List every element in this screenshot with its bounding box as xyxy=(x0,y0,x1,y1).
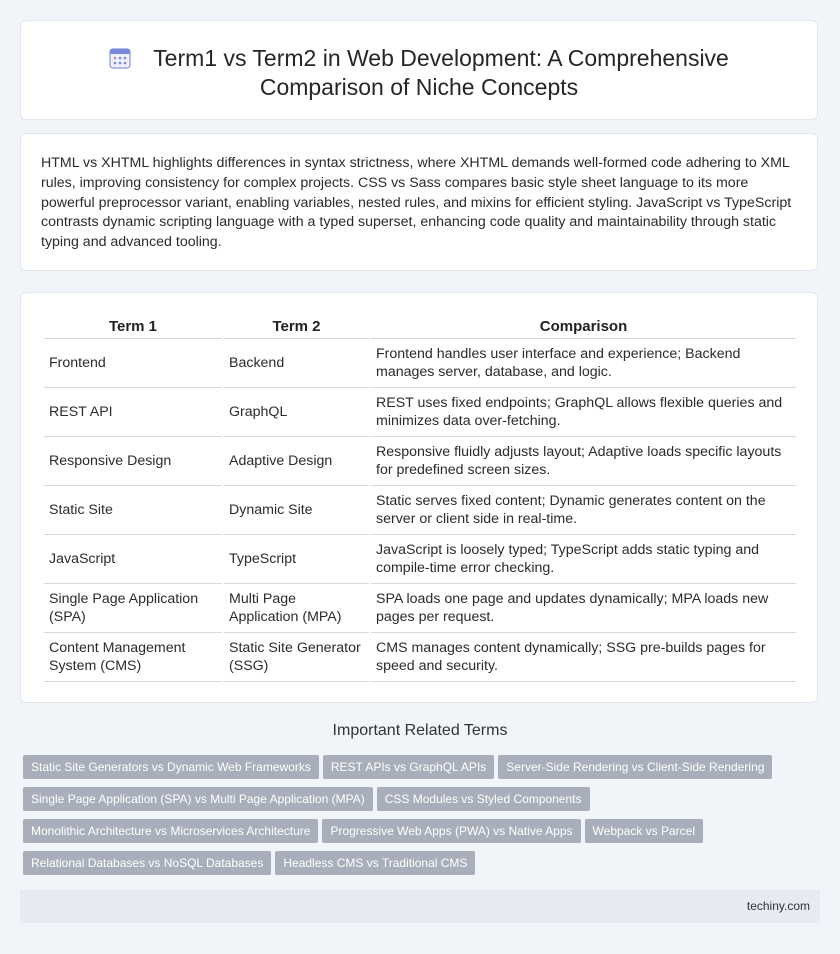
tag-row xyxy=(23,819,823,851)
comparison-table-card xyxy=(20,292,818,703)
comparison-table xyxy=(42,314,798,682)
related-tag[interactable]: Webpack vs Parcel xyxy=(585,819,704,843)
related-terms-tags xyxy=(23,755,823,883)
term2-cell: Backend xyxy=(224,339,369,388)
table-row xyxy=(44,437,796,486)
summary-text: HTML vs XHTML highlights differences in syntax strictness, where XHTML demands well-formed code adhering to XML rules, improving consistency for complex projects. CSS vs Sass compares basic style sheet language to its more powerful preprocessor variant, enabling variables, nested rules, and mixins for efficient styling. JavaScript vs TypeScript contrasts dynamic scripting language with a typed superset, enhancing code quality and maintainability through static typing and advanced tooling. xyxy=(41,155,792,251)
term1-cell: Single Page Application (SPA) xyxy=(44,584,222,633)
header-term1: Term 1 xyxy=(44,314,222,339)
tag-row xyxy=(23,851,823,883)
term2-cell: Adaptive Design xyxy=(224,437,369,486)
term2-cell: Dynamic Site xyxy=(224,486,369,535)
comparison-cell: SPA loads one page and updates dynamically; MPA loads new pages per request. xyxy=(371,584,796,633)
header-comparison: Comparison xyxy=(371,314,796,339)
related-tag[interactable]: Progressive Web Apps (PWA) vs Native Apps xyxy=(322,819,580,843)
related-tag[interactable]: Server-Side Rendering vs Client-Side Rendering xyxy=(498,755,772,779)
title-line-1: Term1 vs Term2 in Web Development: A Comprehensive xyxy=(153,45,729,71)
related-tag[interactable]: Headless CMS vs Traditional CMS xyxy=(275,851,475,875)
title-card xyxy=(20,20,818,120)
term1-cell: REST API xyxy=(44,388,222,437)
comparison-cell: JavaScript is loosely typed; TypeScript adds static typing and compile-time error checking. xyxy=(371,535,796,584)
term1-cell: Frontend xyxy=(44,339,222,388)
term2-cell: GraphQL xyxy=(224,388,369,437)
summary-card xyxy=(20,133,818,271)
term1-cell: Content Management System (CMS) xyxy=(44,633,222,682)
related-tag[interactable]: REST APIs vs GraphQL APIs xyxy=(323,755,494,779)
term1-cell: Static Site xyxy=(44,486,222,535)
title-line-2: Comparison of Niche Concepts xyxy=(259,74,579,100)
header-term2: Term 2 xyxy=(224,314,369,339)
comparison-cell: Responsive fluidly adjusts layout; Adaptive loads specific layouts for predefined screen sizes. xyxy=(371,437,796,486)
table-row xyxy=(44,388,796,437)
page-title xyxy=(21,44,817,102)
footer-site-link[interactable]: techiny.com xyxy=(746,899,810,913)
tag-row xyxy=(23,787,823,819)
term1-cell: JavaScript xyxy=(44,535,222,584)
related-tag[interactable]: Single Page Application (SPA) vs Multi Page Application (MPA) xyxy=(23,787,373,811)
table-row xyxy=(44,486,796,535)
footer xyxy=(20,890,820,923)
calendar-icon xyxy=(109,47,131,69)
related-tag[interactable]: CSS Modules vs Styled Components xyxy=(377,787,590,811)
comparison-cell: CMS manages content dynamically; SSG pre-builds pages for speed and security. xyxy=(371,633,796,682)
term2-cell: Static Site Generator (SSG) xyxy=(224,633,369,682)
related-tag[interactable]: Relational Databases vs NoSQL Databases xyxy=(23,851,271,875)
table-header-row xyxy=(44,314,796,339)
table-row xyxy=(44,584,796,633)
table-row xyxy=(44,339,796,388)
tag-row xyxy=(23,755,823,787)
term1-cell: Responsive Design xyxy=(44,437,222,486)
table-row xyxy=(44,633,796,682)
term2-cell: TypeScript xyxy=(224,535,369,584)
comparison-cell: Static serves fixed content; Dynamic generates content on the server or client side in real-time. xyxy=(371,486,796,535)
comparison-cell: Frontend handles user interface and experience; Backend manages server, database, and logic. xyxy=(371,339,796,388)
related-terms-heading: Important Related Terms xyxy=(332,722,508,739)
related-tag[interactable]: Monolithic Architecture vs Microservices Architecture xyxy=(23,819,318,843)
table-row xyxy=(44,535,796,584)
comparison-cell: REST uses fixed endpoints; GraphQL allows flexible queries and minimizes data over-fetching. xyxy=(371,388,796,437)
term2-cell: Multi Page Application (MPA) xyxy=(224,584,369,633)
related-tag[interactable]: Static Site Generators vs Dynamic Web Frameworks xyxy=(23,755,319,779)
